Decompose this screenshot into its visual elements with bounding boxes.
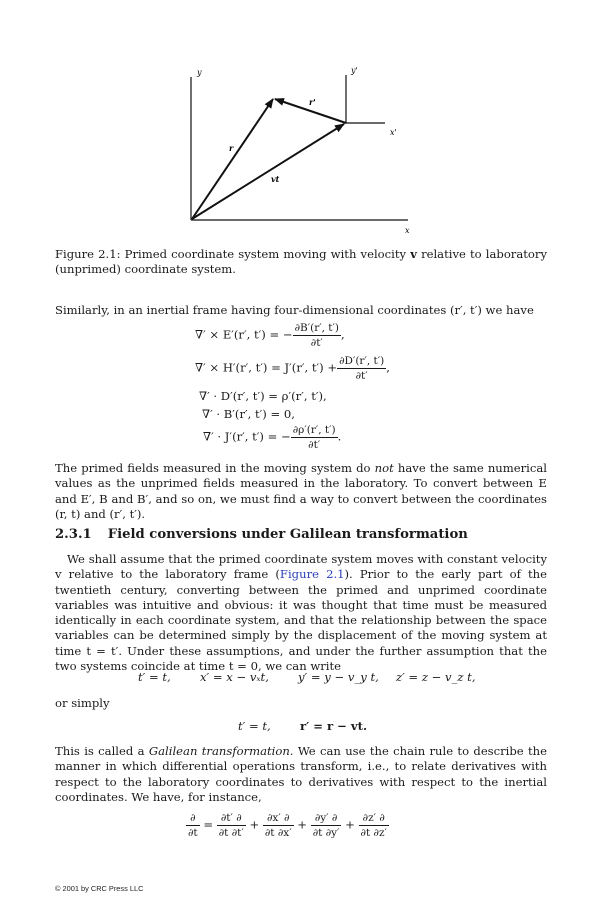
- equation-simple-r: r′ = r − vt.: [300, 719, 367, 733]
- equation-div-d: ∇′ · D′(r′, t′) = ρ′(r′, t′),: [199, 389, 327, 403]
- y-label: y: [197, 68, 202, 77]
- equation-x-prime: x′ = x − vₓt,: [200, 670, 269, 684]
- section-heading: 2.3.1 Field conversions under Galilean transformation: [55, 527, 468, 542]
- equation-div-b: ∇′ · B′(r′, t′) = 0,: [202, 407, 295, 421]
- galilean-paragraph: We shall assume that the primed coordinate system moves with constant velocity v relative to the laboratory frame (Figure 2.1). Prior to the early part of the twentieth century, converting between the primed and unprimed coordinate variables was intuitive and obvious: it was thought that time must be measured identically in each coordinate system, and that the relationship between the space variables can be determined simply by the displacement of the moving system at time t = t′. Under these assumptions, and under the further assumption that the two systems coincide at time t = 0, we can write: [55, 552, 548, 674]
- copyright-footer: © 2001 by CRC Press LLC: [55, 884, 144, 893]
- equation-div-j: ∇′ · J′(r′, t′) = − $\frac{\partial\rho'(r', t')}{\partial t'}$ .: [203, 424, 342, 451]
- coordinate-figure: [150, 55, 450, 240]
- x-label: x: [405, 226, 410, 235]
- r-prime-label: r': [309, 97, 316, 107]
- figure-link[interactable]: Figure 2.1: [279, 567, 345, 582]
- chain-rule-paragraph: This is called a Galilean transformation. We can use the chain rule to describe the manner in which differential operations transform, i.e., to relate derivatives with respect to the laboratory coordinates to derivatives with respect to the inertial coordinates. We have, for instance,: [55, 744, 547, 804]
- y-prime-label: y': [351, 66, 358, 75]
- x-prime-label: x': [390, 128, 397, 137]
- primed-fields-paragraph: The primed fields measured in the moving system do not have the same numerical values as the unprimed fields measured in the laboratory. To convert between E and E′, B and B′, and so on, we must find a way to convert between the coordinates (r, t) and (r′, t′).: [55, 461, 547, 521]
- equation-y-prime: y′ = y − v_y t,: [298, 670, 379, 684]
- equation-z-prime: z′ = z − v_z t,: [396, 670, 476, 684]
- vt-vector: [192, 124, 344, 219]
- equation-curl-h: ∇′ × H′(r′, t′) = J′(r′, t′) + $\frac{\partial D'(r', t')}{\partial t'}$ ,: [195, 355, 390, 382]
- r-vector: [192, 99, 273, 219]
- chain-rule-equation: $\frac{\partial}{\partial t}$ = $\frac{\partial t' \partial}{\partial t \partial t'}$ + $\frac{\partial x' \partial}{\partial t \partial x'}$ + $\frac{\partial y' \partial}{\partial t \partial y'}$ + $\frac{\partial z' \partial}{\partial t \partial z'}$: [188, 812, 387, 839]
- equation-t-prime: t′ = t,: [138, 670, 171, 684]
- equation-simple-t: t′ = t,: [238, 719, 271, 733]
- r-label: r: [229, 143, 234, 153]
- intro-paragraph: Similarly, in an inertial frame having four-dimensional coordinates (r′, t′) we have: [55, 303, 534, 317]
- figure-caption: Figure 2.1: Primed coordinate system moving with velocity v relative to laboratory (unprimed) coordinate system.: [55, 247, 547, 276]
- vt-label: vt: [271, 174, 280, 184]
- equation-curl-e: ∇′ × E′(r′, t′) = − $\frac{\partial B'(r', t')}{\partial t'}$ ,: [195, 322, 345, 349]
- or-simply-text: or simply: [55, 696, 110, 710]
